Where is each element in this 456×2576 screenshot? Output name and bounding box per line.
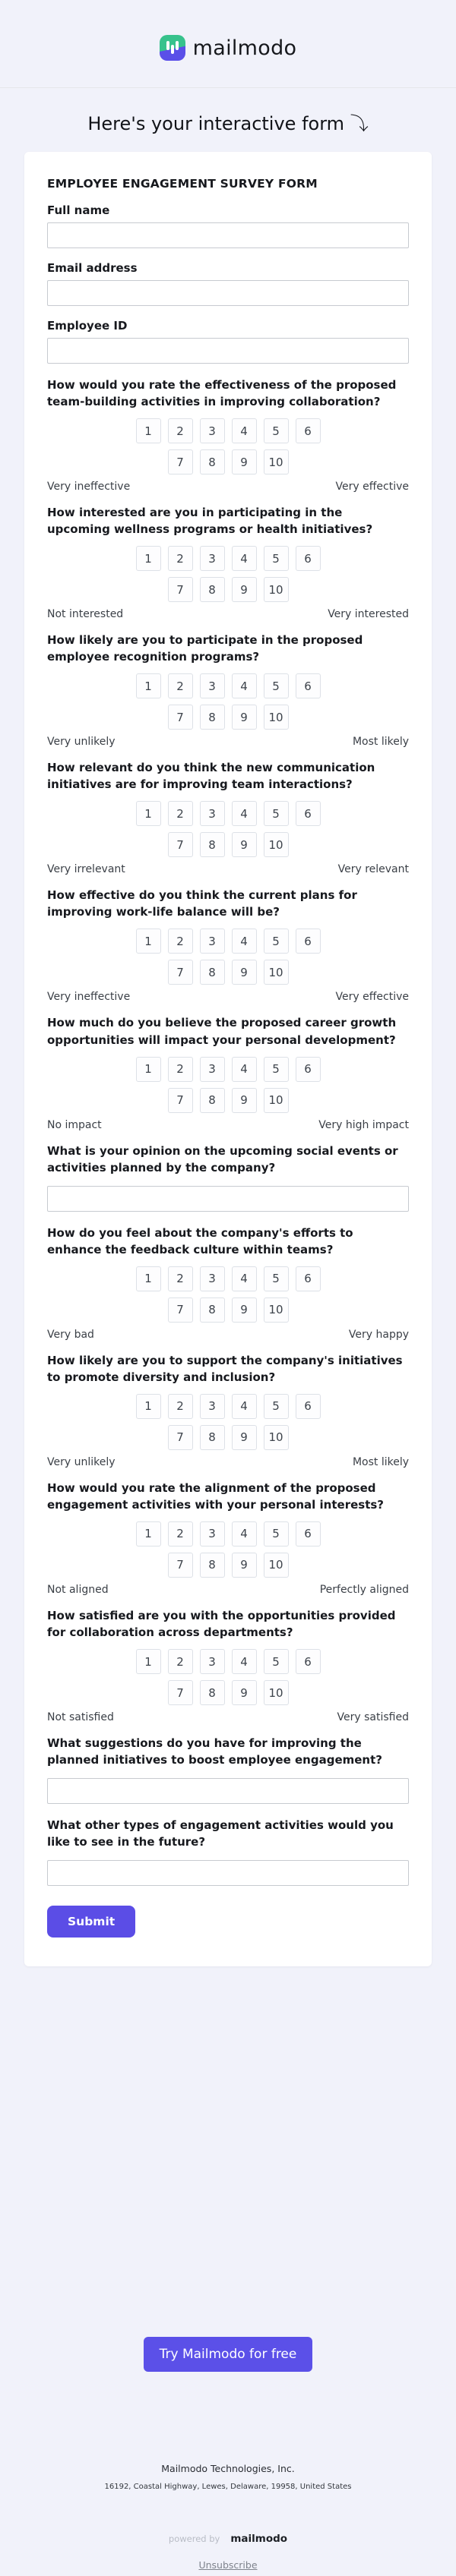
scale-option-3[interactable]: 3 bbox=[200, 1521, 225, 1547]
scale-option-3[interactable]: 3 bbox=[200, 1394, 225, 1419]
scale-left-label: Very irrelevant bbox=[47, 863, 125, 876]
scale-option-7[interactable]: 7 bbox=[168, 577, 193, 602]
question-block bbox=[47, 759, 409, 875]
email-address-input[interactable] bbox=[47, 280, 409, 306]
scale-right-label: Very effective bbox=[335, 991, 409, 1004]
scale-left-label: Very unlikely bbox=[47, 736, 116, 749]
question-text: How likely are you to participate in the proposed employee recognition programs? bbox=[47, 633, 363, 664]
scale-row-1 bbox=[47, 1394, 409, 1419]
scale-labels bbox=[47, 991, 409, 1003]
scale-row-2 bbox=[47, 1297, 409, 1323]
field-block bbox=[47, 261, 409, 319]
brand-wordmark: mailmodo bbox=[192, 36, 297, 60]
question-text-input[interactable] bbox=[47, 1186, 409, 1212]
scale-option-9[interactable]: 9 bbox=[232, 1297, 257, 1323]
question-text: How interested are you in participating in the upcoming wellness programs or health initiatives? bbox=[47, 506, 373, 537]
scale-option-5[interactable]: 5 bbox=[264, 801, 289, 826]
powered-by-brand: mailmodo bbox=[230, 2533, 288, 2546]
scale-option-9[interactable]: 9 bbox=[232, 1680, 257, 1705]
scale-option-1[interactable]: 1 bbox=[136, 801, 161, 826]
scale-block bbox=[47, 801, 409, 875]
question-text: How satisfied are you with the opportunities provided for collaboration across departments? bbox=[47, 1608, 396, 1639]
scale-row-1 bbox=[47, 1266, 409, 1291]
scale-option-10[interactable]: 10 bbox=[264, 577, 289, 602]
scale-option-5[interactable]: 5 bbox=[264, 673, 289, 698]
scale-option-10[interactable]: 10 bbox=[264, 1425, 289, 1450]
question-block bbox=[47, 1143, 409, 1225]
scale-option-4[interactable]: 4 bbox=[232, 673, 257, 698]
scale-option-6[interactable]: 6 bbox=[296, 546, 321, 571]
scale-option-8[interactable]: 8 bbox=[200, 449, 225, 475]
employee-id-label: Employee ID bbox=[47, 319, 128, 333]
scale-labels bbox=[47, 1329, 409, 1341]
scale-labels bbox=[47, 608, 409, 620]
scale-right-label: Very effective bbox=[335, 481, 409, 493]
scale-option-4[interactable]: 4 bbox=[232, 1649, 257, 1674]
logo-bar-icon bbox=[176, 41, 179, 50]
scale-option-10[interactable]: 10 bbox=[264, 1680, 289, 1705]
question-text-input[interactable] bbox=[47, 1860, 409, 1886]
scale-option-8[interactable]: 8 bbox=[200, 577, 225, 602]
question-block bbox=[47, 1817, 409, 1899]
scale-option-8[interactable]: 8 bbox=[200, 1425, 225, 1450]
scale-right-label: Very high impact bbox=[318, 1118, 409, 1131]
scale-option-9[interactable]: 9 bbox=[232, 1088, 257, 1113]
question-block bbox=[47, 1735, 409, 1817]
scale-option-6[interactable]: 6 bbox=[296, 1266, 321, 1291]
scale-option-2[interactable]: 2 bbox=[168, 418, 193, 443]
scale-row-1 bbox=[47, 929, 409, 954]
scale-option-1[interactable]: 1 bbox=[136, 1521, 161, 1547]
scale-option-10[interactable]: 10 bbox=[264, 1553, 289, 1578]
scale-labels bbox=[47, 863, 409, 875]
scale-option-1[interactable]: 1 bbox=[136, 1266, 161, 1291]
scale-option-8[interactable]: 8 bbox=[200, 1680, 225, 1705]
scale-option-3[interactable]: 3 bbox=[200, 801, 225, 826]
scale-option-9[interactable]: 9 bbox=[232, 960, 257, 985]
scale-option-1[interactable]: 1 bbox=[136, 673, 161, 698]
question-text: How likely are you to support the company's initiatives to promote diversity and inclusion? bbox=[47, 1353, 403, 1384]
scale-option-9[interactable]: 9 bbox=[232, 577, 257, 602]
scale-option-6[interactable]: 6 bbox=[296, 1521, 321, 1547]
question-text: How would you rate the effectiveness of the proposed team-building activities in improving collaboration? bbox=[47, 378, 397, 409]
question-block bbox=[47, 632, 409, 748]
scale-option-9[interactable]: 9 bbox=[232, 1425, 257, 1450]
scale-option-1[interactable]: 1 bbox=[136, 1057, 161, 1082]
scale-option-3[interactable]: 3 bbox=[200, 1649, 225, 1674]
scale-option-2[interactable]: 2 bbox=[168, 929, 193, 954]
scale-left-label: Very unlikely bbox=[47, 1455, 116, 1468]
questions bbox=[47, 377, 409, 1899]
scale-option-4[interactable]: 4 bbox=[232, 1521, 257, 1547]
full-name-label: Full name bbox=[47, 203, 110, 217]
hero-title: Here's your interactive form ⤵ bbox=[87, 113, 369, 134]
scale-block bbox=[47, 1521, 409, 1596]
scale-left-label: No impact bbox=[47, 1118, 102, 1131]
scale-option-8[interactable]: 8 bbox=[200, 960, 225, 985]
scale-option-5[interactable]: 5 bbox=[264, 1394, 289, 1419]
scale-option-8[interactable]: 8 bbox=[200, 1553, 225, 1578]
scale-option-9[interactable]: 9 bbox=[232, 705, 257, 730]
scale-option-6[interactable]: 6 bbox=[296, 673, 321, 698]
question-block bbox=[47, 887, 409, 1003]
scale-option-3[interactable]: 3 bbox=[200, 546, 225, 571]
scale-option-7[interactable]: 7 bbox=[168, 832, 193, 857]
logo-bar-icon bbox=[166, 41, 169, 50]
question-block bbox=[47, 1352, 409, 1468]
scale-option-2[interactable]: 2 bbox=[168, 673, 193, 698]
scale-option-3[interactable]: 3 bbox=[200, 929, 225, 954]
powered-by-row bbox=[0, 2533, 456, 2545]
scale-option-5[interactable]: 5 bbox=[264, 1649, 289, 1674]
field-block bbox=[47, 319, 409, 377]
scale-option-4[interactable]: 4 bbox=[232, 1266, 257, 1291]
scale-option-10[interactable]: 10 bbox=[264, 705, 289, 730]
scale-option-1[interactable]: 1 bbox=[136, 546, 161, 571]
scale-row-2 bbox=[47, 960, 409, 985]
scale-option-8[interactable]: 8 bbox=[200, 1088, 225, 1113]
scale-right-label: Very happy bbox=[348, 1328, 409, 1341]
scale-option-7[interactable]: 7 bbox=[168, 1425, 193, 1450]
scale-option-10[interactable]: 10 bbox=[264, 449, 289, 475]
question-text: How relevant do you think the new communication initiatives are for improving team interactions? bbox=[47, 761, 375, 792]
scale-option-8[interactable]: 8 bbox=[200, 1297, 225, 1323]
scale-option-8[interactable]: 8 bbox=[200, 832, 225, 857]
scale-left-label: Very ineffective bbox=[47, 991, 131, 1004]
question-block bbox=[47, 1607, 409, 1723]
scale-right-label: Most likely bbox=[352, 1455, 409, 1468]
email-header bbox=[0, 0, 456, 88]
scale-block bbox=[47, 929, 409, 1003]
scale-option-1[interactable]: 1 bbox=[136, 929, 161, 954]
scale-labels bbox=[47, 1584, 409, 1596]
scale-option-6[interactable]: 6 bbox=[296, 1649, 321, 1674]
scale-left-label: Not interested bbox=[47, 608, 124, 621]
scale-block bbox=[47, 418, 409, 493]
scale-block bbox=[47, 1649, 409, 1723]
scale-option-5[interactable]: 5 bbox=[264, 1057, 289, 1082]
scale-left-label: Very ineffective bbox=[47, 481, 131, 493]
scale-option-6[interactable]: 6 bbox=[296, 1057, 321, 1082]
scale-option-10[interactable]: 10 bbox=[264, 832, 289, 857]
try-mailmodo-button[interactable]: Try Mailmodo for free bbox=[144, 2337, 312, 2372]
scale-option-1[interactable]: 1 bbox=[136, 1649, 161, 1674]
spacer bbox=[0, 1966, 456, 2337]
question-block bbox=[47, 377, 409, 493]
scale-right-label: Most likely bbox=[352, 736, 409, 749]
scale-option-7[interactable]: 7 bbox=[168, 1680, 193, 1705]
scale-right-label: Very satisfied bbox=[337, 1711, 409, 1724]
full-name-input[interactable] bbox=[47, 222, 409, 248]
scale-row-1 bbox=[47, 546, 409, 571]
scale-block bbox=[47, 546, 409, 620]
scale-right-label: Very relevant bbox=[337, 863, 409, 876]
scale-option-6[interactable]: 6 bbox=[296, 418, 321, 443]
scale-option-2[interactable]: 2 bbox=[168, 1266, 193, 1291]
scale-row-1 bbox=[47, 1649, 409, 1674]
scale-row-1 bbox=[47, 801, 409, 826]
scale-option-7[interactable]: 7 bbox=[168, 960, 193, 985]
footer-address: 16192, Coastal Highway, Lewes, Delaware, 19958, United States bbox=[104, 2483, 352, 2492]
powered-by-label: powered by bbox=[168, 2533, 220, 2545]
scale-option-7[interactable]: 7 bbox=[168, 1297, 193, 1323]
scale-option-10[interactable]: 10 bbox=[264, 960, 289, 985]
survey-title: EMPLOYEE ENGAGEMENT SURVEY FORM bbox=[47, 177, 318, 191]
question-text-input[interactable] bbox=[47, 1778, 409, 1804]
scale-option-4[interactable]: 4 bbox=[232, 1057, 257, 1082]
submit-button[interactable]: Submit bbox=[47, 1906, 135, 1938]
scale-option-4[interactable]: 4 bbox=[232, 801, 257, 826]
scale-option-5[interactable]: 5 bbox=[264, 929, 289, 954]
scale-row-1 bbox=[47, 1057, 409, 1082]
email-address-label: Email address bbox=[47, 261, 138, 275]
scale-option-9[interactable]: 9 bbox=[232, 1553, 257, 1578]
scale-row-1 bbox=[47, 1521, 409, 1547]
footer-company: Mailmodo Technologies, Inc. bbox=[161, 2463, 295, 2475]
unsubscribe-link[interactable]: Unsubscribe bbox=[198, 2559, 258, 2571]
scale-row-2 bbox=[47, 1553, 409, 1578]
scale-block bbox=[47, 1394, 409, 1468]
scale-option-2[interactable]: 2 bbox=[168, 1057, 193, 1082]
scale-option-5[interactable]: 5 bbox=[264, 1266, 289, 1291]
scale-option-7[interactable]: 7 bbox=[168, 449, 193, 475]
scale-option-3[interactable]: 3 bbox=[200, 418, 225, 443]
scale-labels bbox=[47, 1456, 409, 1468]
scale-right-label: Very interested bbox=[328, 608, 409, 621]
scale-row-1 bbox=[47, 673, 409, 698]
scale-option-4[interactable]: 4 bbox=[232, 546, 257, 571]
question-text: How do you feel about the company's efforts to enhance the feedback culture within teams? bbox=[47, 1225, 353, 1256]
scale-row-2 bbox=[47, 577, 409, 602]
question-text: What suggestions do you have for improving the planned initiatives to boost employee engagement? bbox=[47, 1736, 382, 1767]
scale-labels bbox=[47, 1711, 409, 1723]
scale-row-2 bbox=[47, 705, 409, 730]
scale-option-4[interactable]: 4 bbox=[232, 418, 257, 443]
scale-option-2[interactable]: 2 bbox=[168, 1394, 193, 1419]
scale-left-label: Not aligned bbox=[47, 1583, 109, 1596]
scale-option-9[interactable]: 9 bbox=[232, 832, 257, 857]
scale-block bbox=[47, 1266, 409, 1341]
scale-option-6[interactable]: 6 bbox=[296, 1394, 321, 1419]
scale-labels bbox=[47, 1119, 409, 1131]
scale-right-label: Perfectly aligned bbox=[319, 1583, 409, 1596]
scale-option-10[interactable]: 10 bbox=[264, 1297, 289, 1323]
scale-option-7[interactable]: 7 bbox=[168, 1088, 193, 1113]
scale-labels bbox=[47, 481, 409, 493]
scale-option-6[interactable]: 6 bbox=[296, 801, 321, 826]
question-block bbox=[47, 1014, 409, 1130]
scale-row-1 bbox=[47, 418, 409, 443]
scale-option-2[interactable]: 2 bbox=[168, 1649, 193, 1674]
survey-card bbox=[24, 152, 432, 1966]
scale-option-5[interactable]: 5 bbox=[264, 418, 289, 443]
question-text: How much do you believe the proposed career growth opportunities will impact your personal development? bbox=[47, 1016, 397, 1047]
scale-row-2 bbox=[47, 1088, 409, 1113]
scale-option-10[interactable]: 10 bbox=[264, 1088, 289, 1113]
scale-option-2[interactable]: 2 bbox=[168, 801, 193, 826]
scale-option-1[interactable]: 1 bbox=[136, 418, 161, 443]
scale-row-2 bbox=[47, 1425, 409, 1450]
scale-option-6[interactable]: 6 bbox=[296, 929, 321, 954]
scale-row-2 bbox=[47, 449, 409, 475]
employee-id-input[interactable] bbox=[47, 338, 409, 364]
question-text: How would you rate the alignment of the proposed engagement activities with your personal interests? bbox=[47, 1480, 384, 1512]
mailmodo-logo-icon bbox=[160, 35, 185, 61]
scale-block bbox=[47, 1057, 409, 1131]
question-block bbox=[47, 1480, 409, 1596]
scale-row-2 bbox=[47, 832, 409, 857]
scale-option-2[interactable]: 2 bbox=[168, 546, 193, 571]
scale-left-label: Very bad bbox=[47, 1328, 94, 1341]
scale-labels bbox=[47, 736, 409, 748]
email-footer bbox=[0, 2463, 456, 2576]
field-block bbox=[47, 203, 409, 261]
scale-option-8[interactable]: 8 bbox=[200, 705, 225, 730]
scale-option-7[interactable]: 7 bbox=[168, 1553, 193, 1578]
scale-option-5[interactable]: 5 bbox=[264, 546, 289, 571]
scale-block bbox=[47, 673, 409, 748]
question-text: What is your opinion on the upcoming social events or activities planned by the company? bbox=[47, 1143, 398, 1174]
scale-option-3[interactable]: 3 bbox=[200, 1057, 225, 1082]
scale-option-3[interactable]: 3 bbox=[200, 673, 225, 698]
question-text: What other types of engagement activities would you like to see in the future? bbox=[47, 1818, 394, 1849]
scale-option-1[interactable]: 1 bbox=[136, 1394, 161, 1419]
scale-option-3[interactable]: 3 bbox=[200, 1266, 225, 1291]
scale-row-2 bbox=[47, 1680, 409, 1705]
scale-option-7[interactable]: 7 bbox=[168, 705, 193, 730]
question-block bbox=[47, 1225, 409, 1341]
scale-option-2[interactable]: 2 bbox=[168, 1521, 193, 1547]
logo-bar-icon bbox=[171, 45, 174, 54]
scale-option-9[interactable]: 9 bbox=[232, 449, 257, 475]
question-block bbox=[47, 504, 409, 620]
scale-option-4[interactable]: 4 bbox=[232, 929, 257, 954]
scale-left-label: Not satisfied bbox=[47, 1711, 114, 1724]
scale-option-5[interactable]: 5 bbox=[264, 1521, 289, 1547]
scale-option-4[interactable]: 4 bbox=[232, 1394, 257, 1419]
question-text: How effective do you think the current plans for improving work-life balance will be? bbox=[47, 888, 357, 919]
